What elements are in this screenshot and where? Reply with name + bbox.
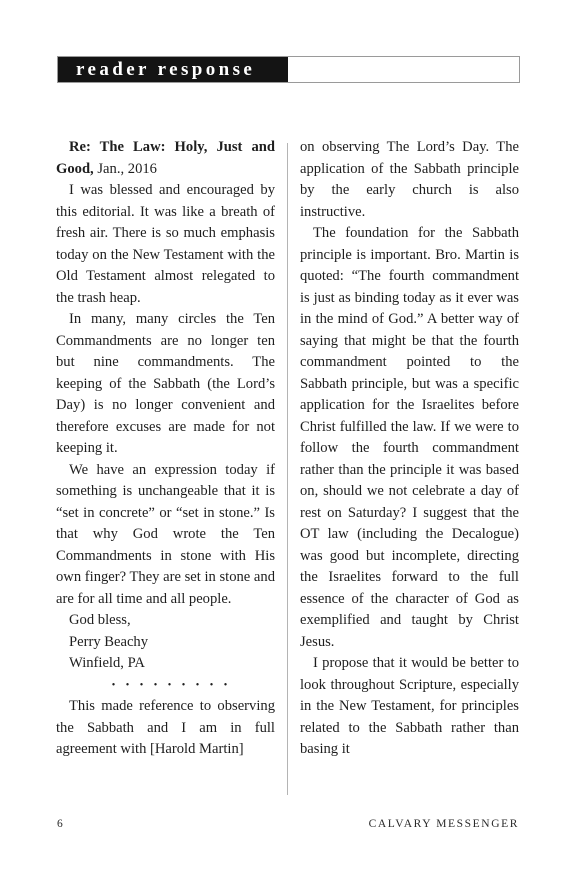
letter-heading-title: Re: The Law: Holy, Just and Good, bbox=[56, 139, 275, 177]
letter-paragraph-3: We have an expression today if something is unchangeable that it is “set in concrete” or “set in stone.” Is that why God wrote the Ten Commandments in stone with His own finger? They are set in stone and are for all time and all people. bbox=[56, 461, 275, 607]
letter-heading-date: Jan., 2016 bbox=[93, 160, 157, 177]
letter-paragraph-2: In many, many circles the Ten Commandments are no longer ten but nine commandments. The keeping of the Sabbath (the Lord’s Day) is no longer convenient and therefore excuses are made for not keeping it. bbox=[56, 311, 275, 456]
author-name: Perry Beachy bbox=[69, 633, 149, 650]
separator-dots: • • • • • • • • • bbox=[111, 679, 232, 691]
letter2-paragraph-1: The foundation for the Sabbath principle is important. Bro. Martin is quoted: “The fourth commandment is just as binding today as it ever was in the mind of God.” A better way of saying that might be that the fourth commandment pointed to the Sabbath principle, but was a specific application for the Israelites before Christ fulfilled the law. If we were to follow the fourth commandment rather than the principle it was based on, should we not celebrate a day of rest on Saturday? I suggest that the OT law (including the Decalogue) was good but incomplete, directing the Israelites forward to the full essence of the character of God as exemplified and taught by Christ Jesus. bbox=[300, 225, 519, 650]
column-divider bbox=[287, 143, 288, 795]
letter2-continued: on observing The Lord’s Day. The application of the Sabbath principle by the early church is also instructive. bbox=[300, 139, 519, 220]
letter-paragraph-1: I was blessed and encouraged by this editorial. It was like a breath of fresh air. There is so much emphasis today on the New Testament with the Old Testament almost relegated to the trash heap. bbox=[56, 182, 275, 306]
letter-heading bbox=[56, 137, 275, 180]
letter2-paragraph-2: I propose that it would be better to look throughout Scripture, especially in the New Testament, for principles related to the Sabbath rather than basing it bbox=[300, 655, 519, 757]
left-column bbox=[56, 137, 275, 761]
signoff: God bless, bbox=[69, 612, 131, 628]
publication-name: CALVARY MESSENGER bbox=[368, 818, 519, 830]
letter2-opening: This made reference to observing the Sabbath and I am in full agreement with [Harold Martin] bbox=[56, 698, 275, 757]
section-banner bbox=[57, 56, 520, 83]
page-number: 6 bbox=[57, 818, 63, 830]
right-column bbox=[300, 137, 519, 761]
section-title: reader response bbox=[58, 57, 288, 82]
author-location: Winfield, PA bbox=[69, 655, 145, 671]
